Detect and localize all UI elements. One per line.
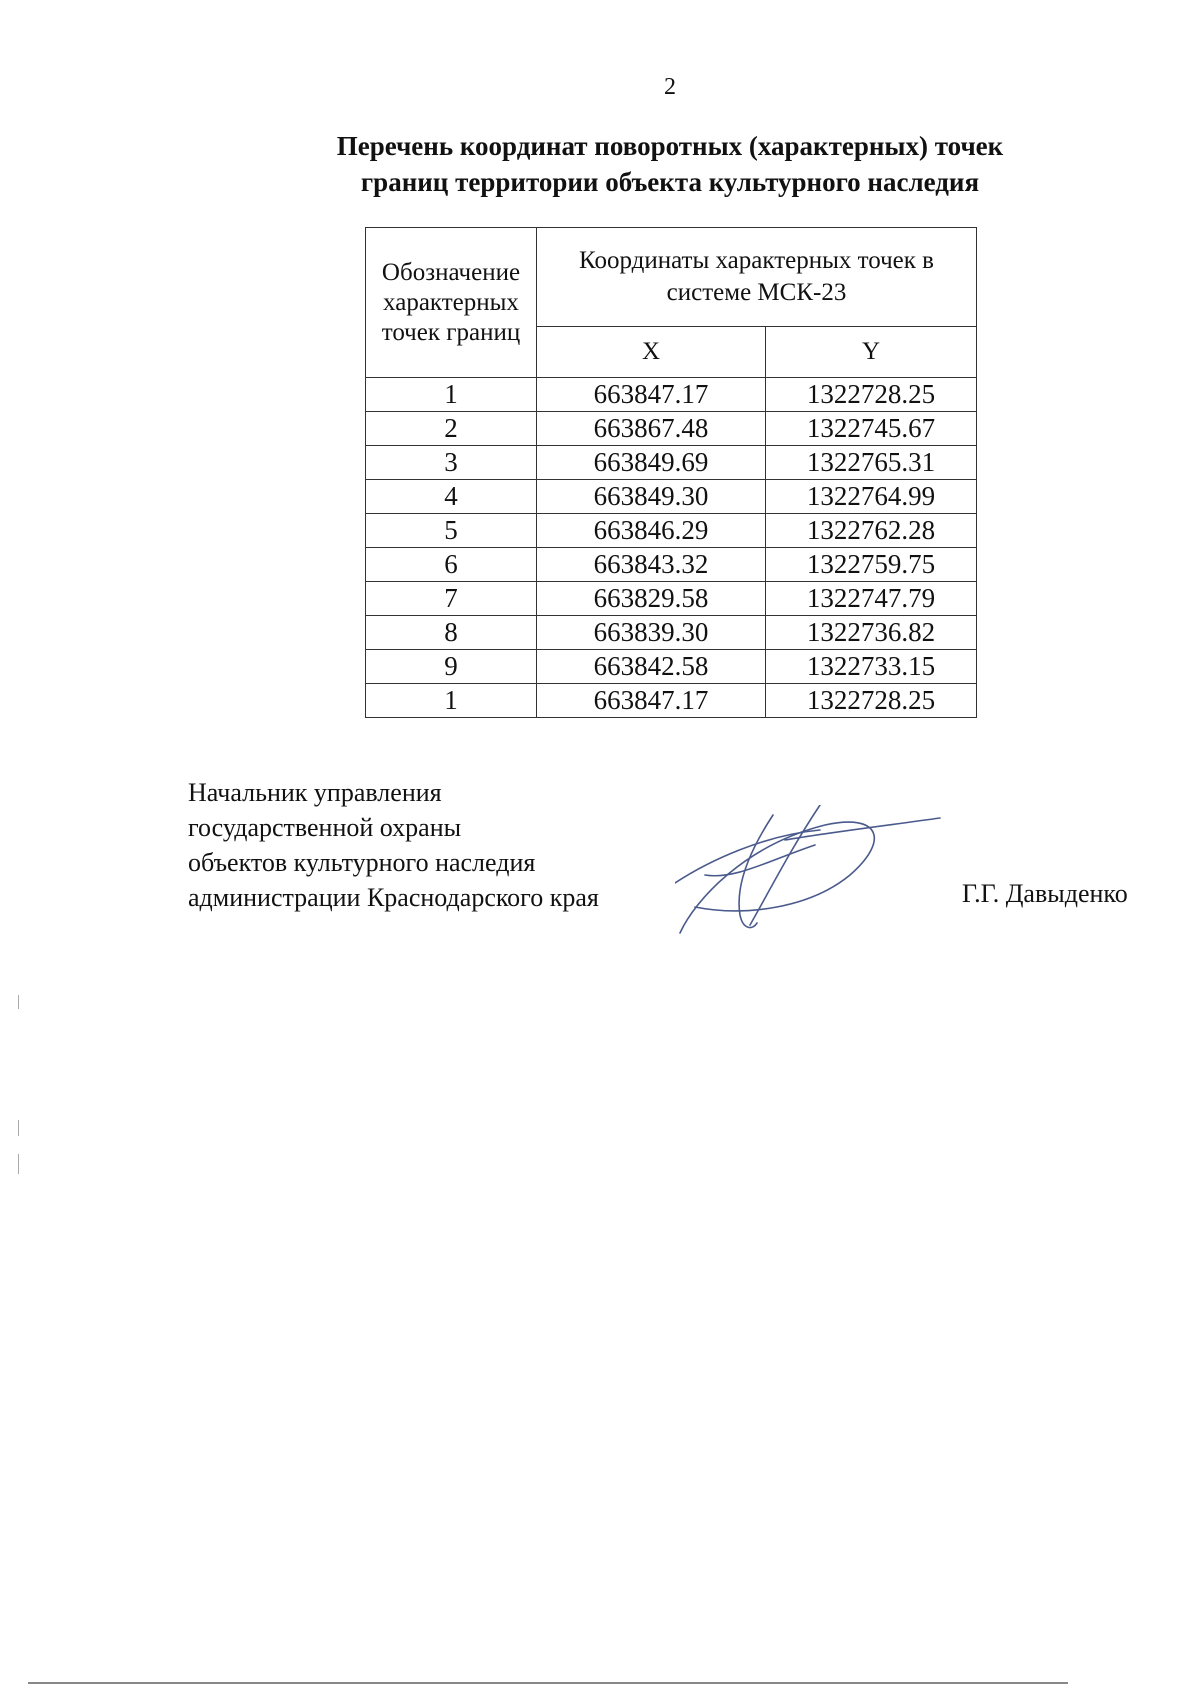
x-cell: 663849.69 bbox=[537, 446, 766, 480]
y-cell: 1322736.82 bbox=[766, 616, 977, 650]
x-cell: 663847.17 bbox=[537, 378, 766, 412]
point-cell: 1 bbox=[366, 378, 537, 412]
table-row bbox=[366, 616, 977, 650]
y-cell: 1322764.99 bbox=[766, 480, 977, 514]
coordinates-group-header bbox=[537, 228, 977, 327]
x-cell: 663842.58 bbox=[537, 650, 766, 684]
position-line: объектов культурного наследия bbox=[188, 848, 536, 877]
scan-edge-mark bbox=[18, 1120, 19, 1136]
group-header-line: Координаты характерных точек в bbox=[579, 247, 934, 274]
point-cell: 1 bbox=[366, 684, 537, 718]
point-label-line: точек границ bbox=[381, 318, 521, 346]
table-row bbox=[366, 684, 977, 718]
x-cell: 663847.17 bbox=[537, 684, 766, 718]
signatory-position bbox=[188, 775, 599, 915]
point-cell: 5 bbox=[366, 514, 537, 548]
point-cell: 8 bbox=[366, 616, 537, 650]
title-line-2: границ территории объекта культурного наследия bbox=[360, 167, 980, 197]
table-row bbox=[366, 582, 977, 616]
table-row bbox=[366, 480, 977, 514]
handwritten-signature bbox=[675, 805, 945, 940]
table-row bbox=[366, 378, 977, 412]
x-cell: 663839.30 bbox=[537, 616, 766, 650]
y-cell: 1322747.79 bbox=[766, 582, 977, 616]
point-cell: 3 bbox=[366, 446, 537, 480]
point-cell: 7 bbox=[366, 582, 537, 616]
x-cell: 663849.30 bbox=[537, 480, 766, 514]
scan-bottom-edge bbox=[28, 1682, 1068, 1684]
table-row bbox=[366, 650, 977, 684]
y-cell: 1322733.15 bbox=[766, 650, 977, 684]
point-label-line: характерных bbox=[383, 288, 519, 316]
x-header: X bbox=[537, 327, 766, 378]
table-row bbox=[366, 446, 977, 480]
position-line: администрации Краснодарского края bbox=[188, 883, 599, 912]
x-cell: 663843.32 bbox=[537, 548, 766, 582]
point-cell: 2 bbox=[366, 412, 537, 446]
title-line-1: Перечень координат поворотных (характерных) точек bbox=[336, 131, 1004, 161]
x-cell: 663829.58 bbox=[537, 582, 766, 616]
y-cell: 1322728.25 bbox=[766, 684, 977, 718]
point-label-line: Обозначение bbox=[381, 258, 521, 286]
coordinates-table bbox=[365, 227, 977, 718]
y-cell: 1322728.25 bbox=[766, 378, 977, 412]
group-header-line: системе МСК-23 bbox=[666, 279, 847, 306]
scan-edge-mark bbox=[18, 995, 19, 1009]
x-cell: 663846.29 bbox=[537, 514, 766, 548]
scan-edge-mark bbox=[18, 1154, 19, 1174]
point-cell: 9 bbox=[366, 650, 537, 684]
table-row bbox=[366, 412, 977, 446]
position-line: государственной охраны bbox=[188, 813, 462, 842]
y-cell: 1322759.75 bbox=[766, 548, 977, 582]
point-cell: 4 bbox=[366, 480, 537, 514]
position-line: Начальник управления bbox=[188, 778, 442, 807]
document-title bbox=[300, 128, 1040, 200]
point-cell: 6 bbox=[366, 548, 537, 582]
y-header: Y bbox=[766, 327, 977, 378]
y-cell: 1322765.31 bbox=[766, 446, 977, 480]
x-cell: 663867.48 bbox=[537, 412, 766, 446]
table-row bbox=[366, 514, 977, 548]
y-cell: 1322762.28 bbox=[766, 514, 977, 548]
signatory-name: Г.Г. Давыденко bbox=[962, 879, 1128, 908]
table-row bbox=[366, 548, 977, 582]
y-cell: 1322745.67 bbox=[766, 412, 977, 446]
point-label-header bbox=[366, 228, 537, 378]
page-number: 2 bbox=[664, 74, 676, 100]
